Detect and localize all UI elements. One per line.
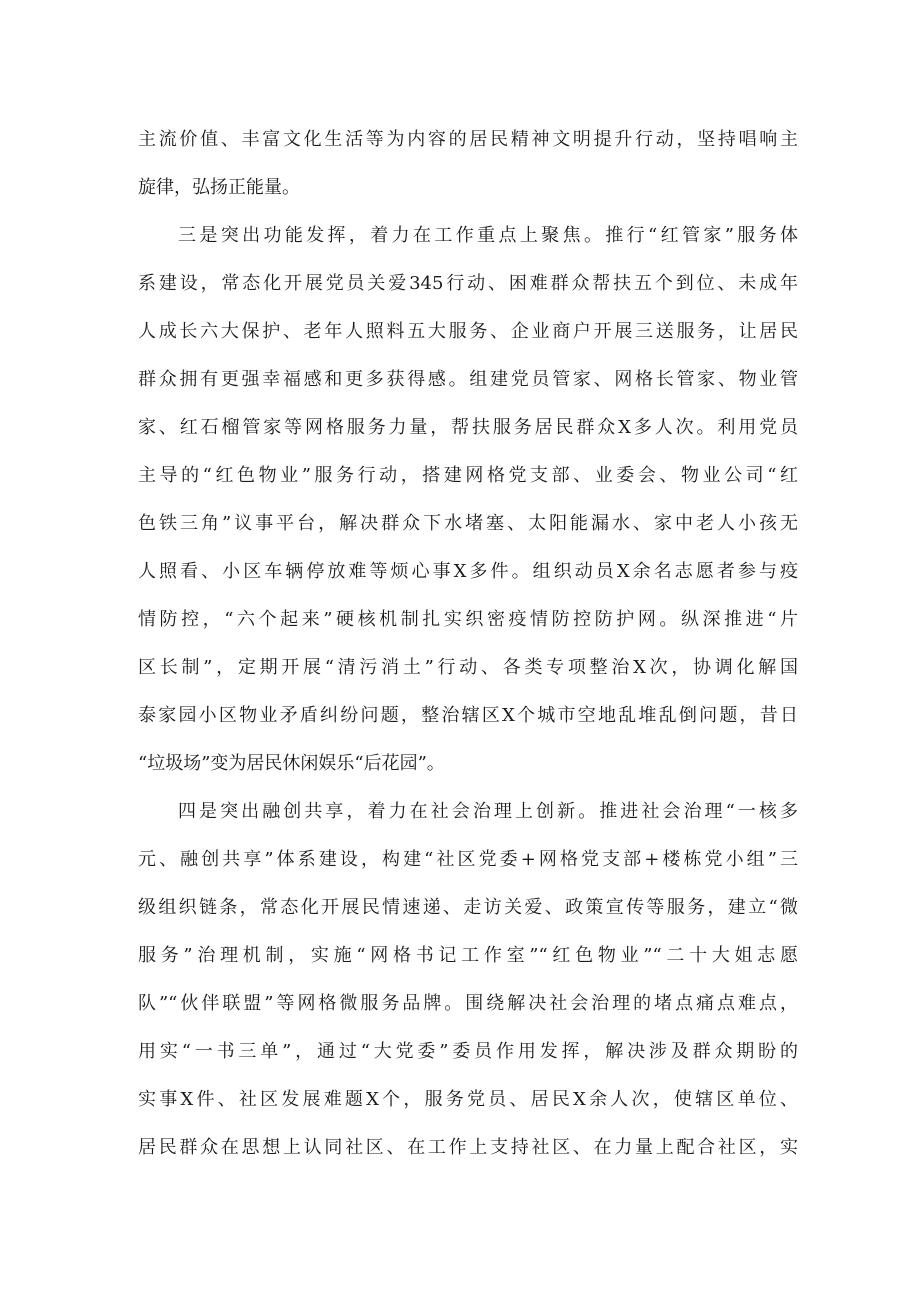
text-line: 元、融创共享”体系建设，构建“社区党委+网格党支部+楼栋党小组”三	[138, 849, 798, 870]
text-line: 群众拥有更强幸福感和更多获得感。组建党员管家、网格长管家、物业管	[138, 369, 798, 390]
paragraph-1	[138, 116, 798, 212]
text-line: 四是突出融创共享，着力在社会治理上创新。推进社会治理“一核多	[178, 801, 798, 822]
text-line: 泰家园小区物业矛盾纠纷问题，整治辖区X个城市空地乱堆乱倒问题，昔日	[138, 705, 798, 726]
text-line: 实事X件、社区发展难题X个，服务党员、居民X余人次，使辖区单位、	[138, 1089, 798, 1110]
text-line: 用实“一书三单”，通过“大党委”委员作用发挥，解决涉及群众期盼的	[138, 1041, 798, 1062]
text-line: 色铁三角”议事平台，解决群众下水堵塞、太阳能漏水、家中老人小孩无	[138, 513, 798, 534]
text-line: 居民群众在思想上认同社区、在工作上支持社区、在力量上配合社区，实	[138, 1137, 798, 1158]
paragraph-2	[138, 212, 798, 788]
text-line: 级组织链条，常态化开展民情速递、走访关爱、政策宣传等服务，建立“微	[138, 897, 798, 918]
text-line: 队”“伙伴联盟”等网格微服务品牌。围绕解决社会治理的堵点痛点难点，	[138, 993, 798, 1014]
paragraph-3	[138, 788, 798, 1172]
text-line: 三是突出功能发挥，着力在工作重点上聚焦。推行“红管家”服务体	[178, 225, 798, 246]
text-line: 情防控，“六个起来”硬核机制扎实织密疫情防控防护网。纵深推进“片	[138, 609, 798, 630]
text-line: 系建设，常态化开展党员关爱345行动、困难群众帮扶五个到位、未成年	[138, 273, 798, 294]
text-line: 主导的“红色物业”服务行动，搭建网格党支部、业委会、物业公司“红	[138, 465, 798, 486]
text-line: 人成长六大保护、老年人照料五大服务、企业商户开展三送服务，让居民	[138, 321, 798, 342]
text-line: 主流价值、丰富文化生活等为内容的居民精神文明提升行动，坚持唱响主	[138, 129, 798, 150]
text-line: 服务”治理机制，实施“网格书记工作室”“红色物业”“二十大姐志愿	[138, 945, 798, 966]
text-line: 区长制”，定期开展“清污消土”行动、各类专项整治X次，协调化解国	[138, 657, 798, 678]
text-line: “垃圾场”变为居民休闲娱乐“后花园”。	[138, 753, 445, 774]
text-line: 家、红石榴管家等网格服务力量，帮扶服务居民群众X多人次。利用党员	[138, 417, 798, 438]
text-line: 人照看、小区车辆停放难等烦心事X多件。组织动员X余名志愿者参与疫	[138, 561, 798, 582]
text-line: 旋律，弘扬正能量。	[138, 177, 300, 198]
